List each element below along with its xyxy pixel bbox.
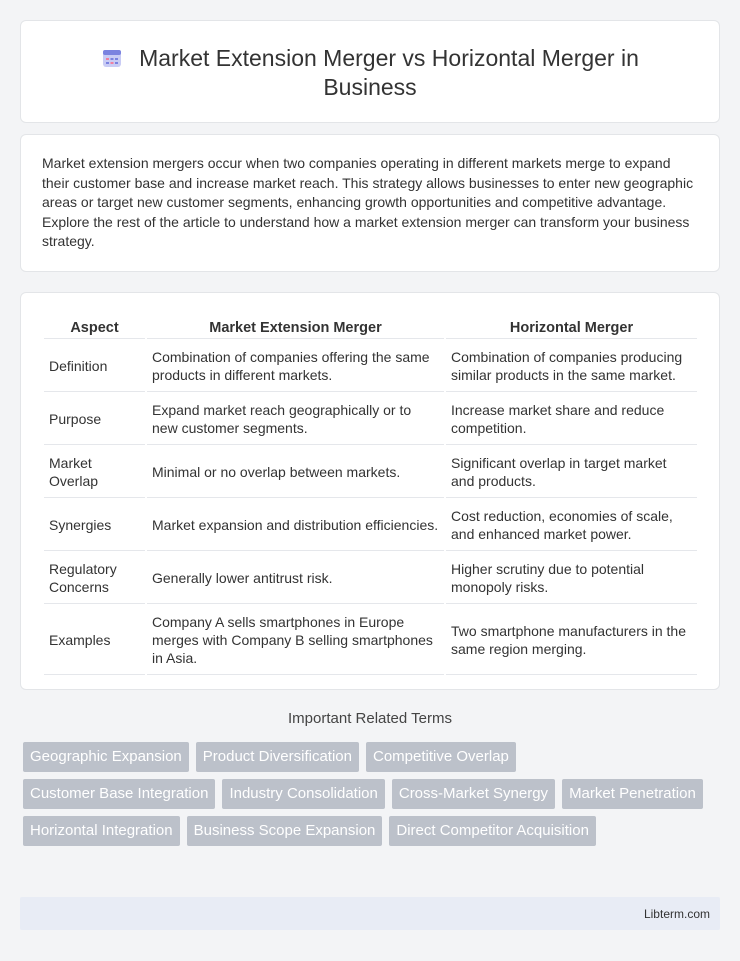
table-row	[44, 394, 697, 445]
table-row	[44, 606, 697, 675]
table-row	[44, 341, 697, 392]
table-row	[44, 553, 697, 604]
row-horizontal: Two smartphone manufacturers in the same region merging.	[446, 606, 697, 675]
row-horizontal: Significant overlap in target market and products.	[446, 447, 697, 498]
related-term-tag[interactable]: Product Diversification	[196, 742, 359, 772]
row-market-extension: Minimal or no overlap between markets.	[147, 447, 444, 498]
footer-site-link[interactable]: Libterm.com	[643, 907, 710, 921]
table-row	[44, 500, 697, 551]
related-term-tag[interactable]: Customer Base Integration	[23, 779, 215, 809]
row-market-extension: Generally lower antitrust risk.	[147, 553, 444, 604]
header-horizontal: Horizontal Merger	[446, 315, 697, 339]
related-terms-list	[23, 742, 703, 846]
row-aspect: Examples	[44, 606, 145, 675]
footer-bar	[20, 897, 720, 930]
related-term-tag[interactable]: Business Scope Expansion	[187, 816, 383, 846]
table-header-row	[44, 315, 697, 339]
row-horizontal: Combination of companies producing similar products in the same market.	[446, 341, 697, 392]
page-title-wrap	[21, 44, 719, 102]
row-aspect: Synergies	[44, 500, 145, 551]
row-market-extension: Company A sells smartphones in Europe merges with Company B selling smartphones in Asia.	[147, 606, 444, 675]
related-term-tag[interactable]: Horizontal Integration	[23, 816, 180, 846]
related-term-tag[interactable]: Cross-Market Synergy	[392, 779, 555, 809]
row-aspect: Market Overlap	[44, 447, 145, 498]
title-card	[20, 20, 720, 123]
intro-card	[20, 134, 720, 272]
page-title: Market Extension Merger vs Horizontal Merger in Business	[139, 45, 639, 100]
comparison-table	[42, 313, 699, 677]
intro-paragraph: Market extension mergers occur when two companies operating in different markets merge to expand their customer base and increase market reach. This strategy allows businesses to enter new geographic areas or target new customer segments, enhancing growth opportunities and competitive advantage. Explore the rest of the article to understand how a market extension merger can transform your business strategy.	[42, 155, 694, 250]
related-terms-heading: Important Related Terms	[288, 710, 452, 727]
row-market-extension: Combination of companies offering the same products in different markets.	[147, 341, 444, 392]
comparison-card	[20, 292, 720, 690]
related-term-tag[interactable]: Industry Consolidation	[222, 779, 384, 809]
row-aspect: Definition	[44, 341, 145, 392]
row-aspect: Purpose	[44, 394, 145, 445]
related-term-tag[interactable]: Market Penetration	[562, 779, 703, 809]
header-market-extension: Market Extension Merger	[147, 315, 444, 339]
row-horizontal: Increase market share and reduce competition.	[446, 394, 697, 445]
row-market-extension: Market expansion and distribution efficiencies.	[147, 500, 444, 551]
calendar-icon	[101, 47, 123, 69]
row-horizontal: Cost reduction, economies of scale, and enhanced market power.	[446, 500, 697, 551]
related-term-tag[interactable]: Competitive Overlap	[366, 742, 516, 772]
row-aspect: Regulatory Concerns	[44, 553, 145, 604]
table-row	[44, 447, 697, 498]
row-horizontal: Higher scrutiny due to potential monopoly risks.	[446, 553, 697, 604]
related-term-tag[interactable]: Direct Competitor Acquisition	[389, 816, 596, 846]
row-market-extension: Expand market reach geographically or to new customer segments.	[147, 394, 444, 445]
header-aspect: Aspect	[44, 315, 145, 339]
related-term-tag[interactable]: Geographic Expansion	[23, 742, 189, 772]
